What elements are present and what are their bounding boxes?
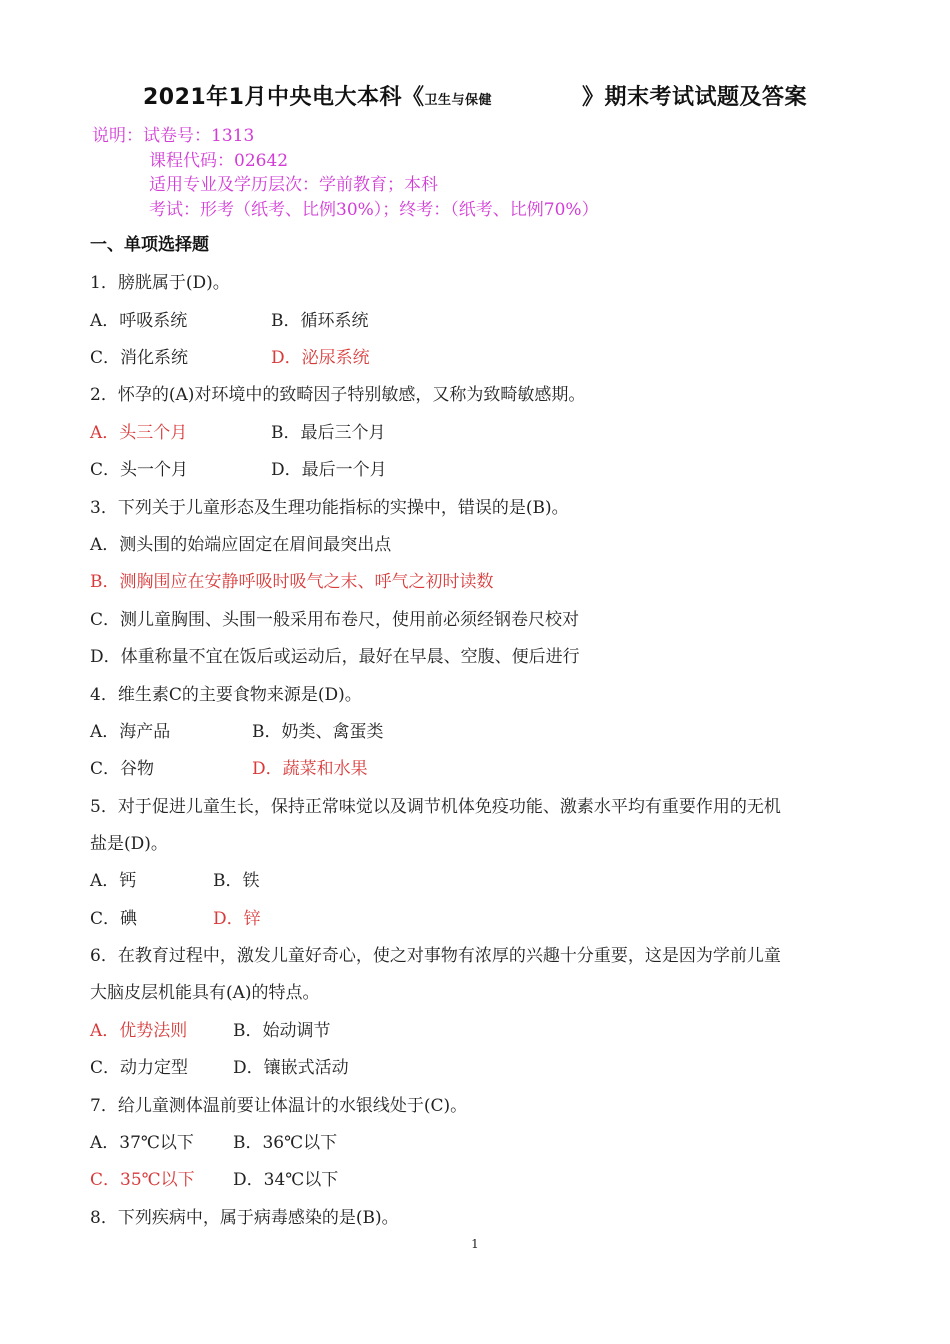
option-row [90,717,384,742]
option-row [90,343,370,368]
question-stem-continued: 盐是(D)。 [90,834,168,854]
option: B．始动调节 [233,1021,331,1041]
option: C．测儿童胸围、头围一般采用布卷尺，使用前必须经钢卷尺校对 [90,610,580,630]
option: B．铁 [213,871,260,891]
option: B．最后三个月 [271,423,386,443]
option: C．动力定型 [90,1058,189,1078]
section-heading: 一、单项选择题 [90,235,209,255]
option: B．奶类、禽蛋类 [252,722,384,742]
meta-paper-no: 试卷号：1313 [143,126,255,146]
option: A．海产品 [90,722,171,742]
option: D．镶嵌式活动 [233,1058,349,1078]
option-row [90,306,369,331]
option-row [90,904,261,929]
question-stem: 1．膀胱属于(D)。 [90,273,230,293]
question-stem: 6．在教育过程中，激发儿童好奇心，使之对事物有浓厚的兴趣十分重要，这是因为学前儿童 [90,946,781,966]
correct-option: C．35℃以下 [90,1170,195,1190]
title-suffix: 》期末考试试题及答案 [582,85,808,110]
document-title [0,80,950,111]
option: C．头一个月 [90,460,189,480]
option: D．体重称量不宜在饭后或运动后，最好在早晨、空腹、便后进行 [90,647,580,667]
correct-option: D．泌尿系统 [271,348,370,368]
correct-option: D．蔬菜和水果 [252,759,368,779]
question-stem: 7．给儿童测体温前要让体温计的水银线处于(C)。 [90,1096,468,1116]
option: C．碘 [90,909,138,929]
question-stem: 2．怀孕的(A)对环境中的致畸因子特别敏感，又称为致畸敏感期。 [90,385,586,405]
correct-option: A．头三个月 [90,423,188,443]
option-row [90,754,368,779]
correct-option: D．锌 [213,909,261,929]
meta-label: 说明： [92,126,143,146]
option-row [90,1128,337,1153]
question-stem: 8．下列疾病中，属于病毒感染的是(B)。 [90,1208,399,1228]
option-row [90,1165,338,1190]
exam-info [92,124,599,222]
meta-major: 适用专业及学历层次：学前教育；本科 [149,175,438,195]
option-row [90,866,260,891]
question-stem: 5．对于促进儿童生长，保持正常味觉以及调节机体免疫功能、激素水平均有重要作用的无机 [90,797,781,817]
option-row [90,455,387,480]
option-row [90,418,386,443]
option: B．循环系统 [271,311,369,331]
option: C．消化系统 [90,348,189,368]
option: A．37℃以下 [90,1133,194,1153]
question-stem: 4．维生素C的主要食物来源是(D)。 [90,685,362,705]
option-row [90,1016,331,1041]
option: D．最后一个月 [271,460,387,480]
correct-option: A．优势法则 [90,1021,188,1041]
option: A．呼吸系统 [90,311,188,331]
option: B．36℃以下 [233,1133,338,1153]
correct-option: B．测胸围应在安静呼吸时吸气之末、呼气之初时读数 [90,572,494,592]
option: A．测头围的始端应固定在眉间最突出点 [90,535,392,555]
page-number: 1 [471,1237,479,1251]
title-prefix: 2021年1月中央电大本科《 [142,85,425,110]
option-row [90,1053,349,1078]
question-stem: 3．下列关于儿童形态及生理功能指标的实操中，错误的是(B)。 [90,498,569,518]
option: C．谷物 [90,759,155,779]
option: D．34℃以下 [233,1170,339,1190]
option: A．钙 [90,871,137,891]
title-course: 卫生与保健 [424,93,493,108]
question-stem-continued: 大脑皮层机能具有(A)的特点。 [90,983,320,1003]
meta-exam: 考试：形考（纸考、比例30%）；终考：（纸考、比例70%） [149,199,599,220]
meta-course-code: 课程代码：02642 [149,150,289,171]
